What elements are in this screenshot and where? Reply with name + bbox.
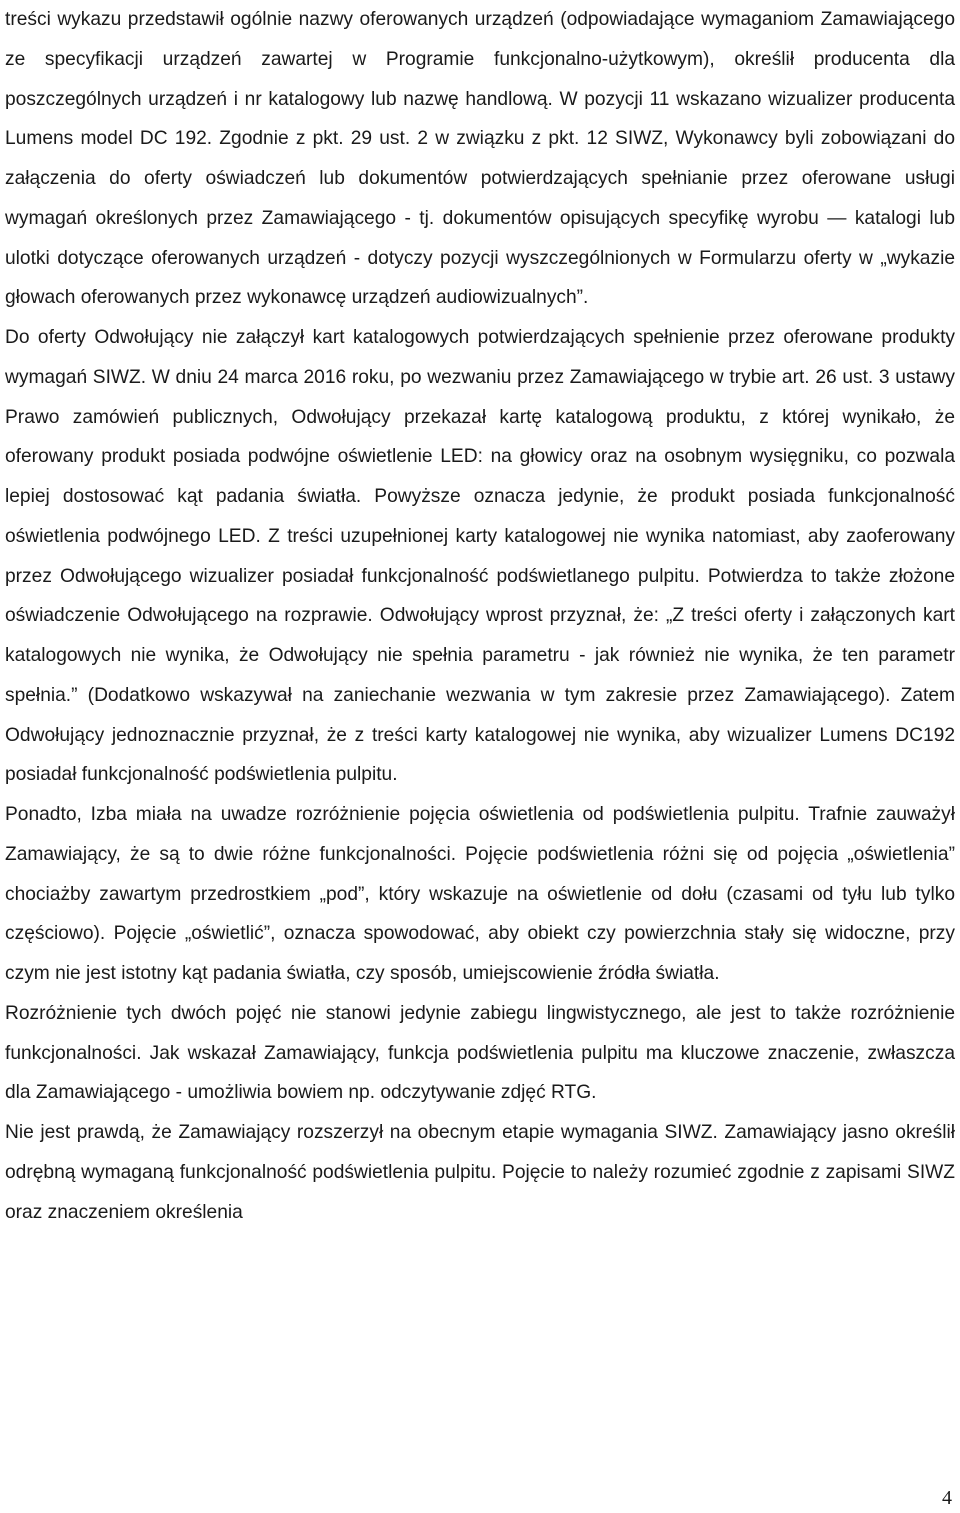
page-number: 4 <box>942 1487 952 1509</box>
paragraph-2: Do oferty Odwołujący nie załączył kart katalogowych potwierdzających spełnienie przez oferowane produkty wymagań SIWZ. W dniu 24 marca 2016 roku, po wezwaniu przez Zamawiającego w trybie art. 26 ust. 3 ustawy Prawo zamówień publicznych, Odwołujący przekazał kartę katalogową produktu, z której wynikało, że oferowany produkt posiada podwójne oświetlenie LED: na głowicy oraz na osobnym wysięgniku, co pozwala lepiej dostosować kąt padania światła. Powyższe oznacza jedynie, że produkt posiada funkcjonalność oświetlenia podwójnego LED. Z treści uzupełnionej karty katalogowej nie wynika natomiast, aby zaoferowany przez Odwołującego wizualizer posiadał funkcjonalność podświetlanego pulpitu. Potwierdza to także złożone oświadczenie Odwołującego na rozprawie. Odwołujący wprost przyznał, że: „Z treści oferty i załączonych kart katalogowych nie wynika, że Odwołujący nie spełnia parametru - jak również nie wynika, że ten parametr spełnia.” (Dodatkowo wskazywał na zaniechanie wezwania w tym zakresie przez Zamawiającego). Zatem Odwołujący jednoznacznie przyznał, że z treści karty katalogowej nie wynika, aby wizualizer Lumens DC192 posiadał funkcjonalność podświetlenia pulpitu. <box>5 327 955 786</box>
paragraph-3: Ponadto, Izba miała na uwadze rozróżnienie pojęcia oświetlenia od podświetlenia pulpitu. Trafnie zauważył Zamawiający, że są to dwie różne funkcjonalności. Pojęcie podświetlenia różni się od pojęcia „oświetlenia” chociażby zawartym przedrostkiem „pod”, który wskazuje na oświetlenie od dołu (czasami od tyłu lub tylko częściowo). Pojęcie „oświetlić”, oznacza spowodować, aby obiekt czy powierzchnia stały się widoczne, przy czym nie jest istotny kąt padania światła, czy sposób, umiejscowienie źródła światła. <box>5 804 955 984</box>
document-body <box>5 0 955 1232</box>
paragraph-4: Rozróżnienie tych dwóch pojęć nie stanowi jedynie zabiegu lingwistycznego, ale jest to także rozróżnienie funkcjonalności. Jak wskazał Zamawiający, funkcja podświetlenia pulpitu ma kluczowe znaczenie, zwłaszcza dla Zamawiającego - umożliwia bowiem np. odczytywanie zdjęć RTG. <box>5 1002 955 1104</box>
paragraph-1: treści wykazu przedstawił ogólnie nazwy oferowanych urządzeń (odpowiadające wymaganiom Zamawiającego ze specyfikacji urządzeń zawartej w Programie funkcjonalno-użytkowym), określił producenta dla poszczególnych urządzeń i nr katalogowy lub nazwę handlową. W pozycji 11 wskazano wizualizer producenta Lumens model DC 192. Zgodnie z pkt. 29 ust. 2 w związku z pkt. 12 SIWZ, Wykonawcy byli zobowiązani do załączenia do oferty oświadczeń lub dokumentów potwierdzających spełnianie przez oferowane usługi wymagań określonych przez Zamawiającego - tj. dokumentów opisujących specyfikę wyrobu — katalogi lub ulotki dotyczące oferowanych urządzeń - dotyczy pozycji wyszczególnionych w Formularzu oferty w „wykazie głowach oferowanych przez wykonawcę urządzeń audiowizualnych”. <box>5 9 955 309</box>
paragraph-5: Nie jest prawdą, że Zamawiający rozszerzył na obecnym etapie wymagania SIWZ. Zamawiający jasno określił odrębną wymaganą funkcjonalność podświetlenia pulpitu. Pojęcie to należy rozumieć zgodnie z zapisami SIWZ oraz znaczeniem określenia <box>5 1122 955 1223</box>
